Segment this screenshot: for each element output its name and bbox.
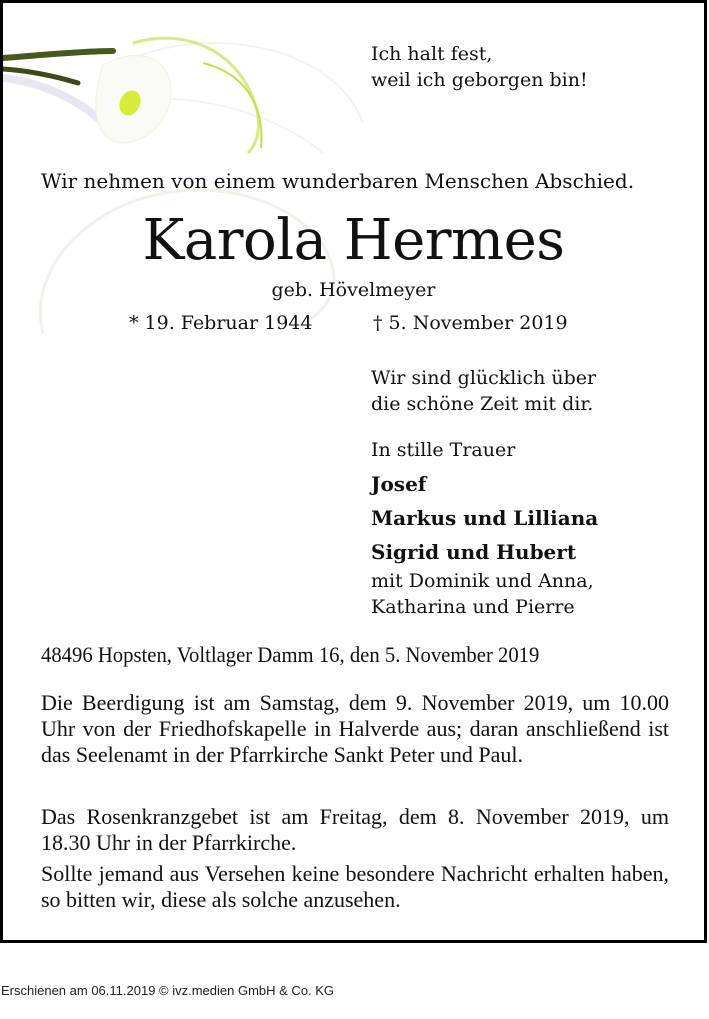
grandchildren xyxy=(371,568,594,620)
grandchildren-line-1: mit Dominik und Anna, xyxy=(371,570,594,592)
motto-line-1: Ich halt fest, xyxy=(371,43,493,65)
grandchildren-line-2: Katharina und Pierre xyxy=(371,596,575,618)
notice-info: Sollte jemand aus Versehen keine besondere Nachricht erhalten haben, so bitten wir, diese als solche anzusehen. xyxy=(41,861,669,912)
mourner-name: Markus und Lilliana xyxy=(371,506,599,530)
funeral-info: Die Beerdigung ist am Samstag, dem 9. November 2019, um 10.00 Uhr von der Friedhofskapelle in Halverde aus; daran anschließend ist das Seelenamt in der Pfarrkirche Sankt Peter und Paul. xyxy=(41,690,669,767)
motto xyxy=(371,41,588,93)
quote-line-1: Wir sind glücklich über xyxy=(371,367,597,389)
mourner-name: Sigrid und Hubert xyxy=(371,540,577,564)
intro-text: Wir nehmen von einem wunderbaren Menschen Abschied. xyxy=(41,169,635,193)
address-line: 48496 Hopsten, Voltlager Damm 16, den 5. November 2019 xyxy=(41,642,540,667)
quote-line-2: die schöne Zeit mit dir. xyxy=(371,393,594,415)
deceased-name: Karola Hermes xyxy=(142,208,565,273)
publication-footer: Erschienen am 06.11.2019 © ivz.medien GmbH & Co. KG xyxy=(1,983,335,998)
death-date: † 5. November 2019 xyxy=(373,312,568,334)
mourning-heading: In stille Trauer xyxy=(371,439,516,461)
rosary-info: Das Rosenkranzgebet ist am Freitag, dem 8. November 2019, um 18.30 Uhr in der Pfarrkirche. xyxy=(41,804,669,855)
maiden-name: geb. Hövelmeyer xyxy=(271,279,436,301)
birth-date: * 19. Februar 1944 xyxy=(129,312,313,334)
motto-line-2: weil ich geborgen bin! xyxy=(371,69,588,91)
quote xyxy=(371,365,596,417)
mourner-name: Josef xyxy=(371,472,427,496)
